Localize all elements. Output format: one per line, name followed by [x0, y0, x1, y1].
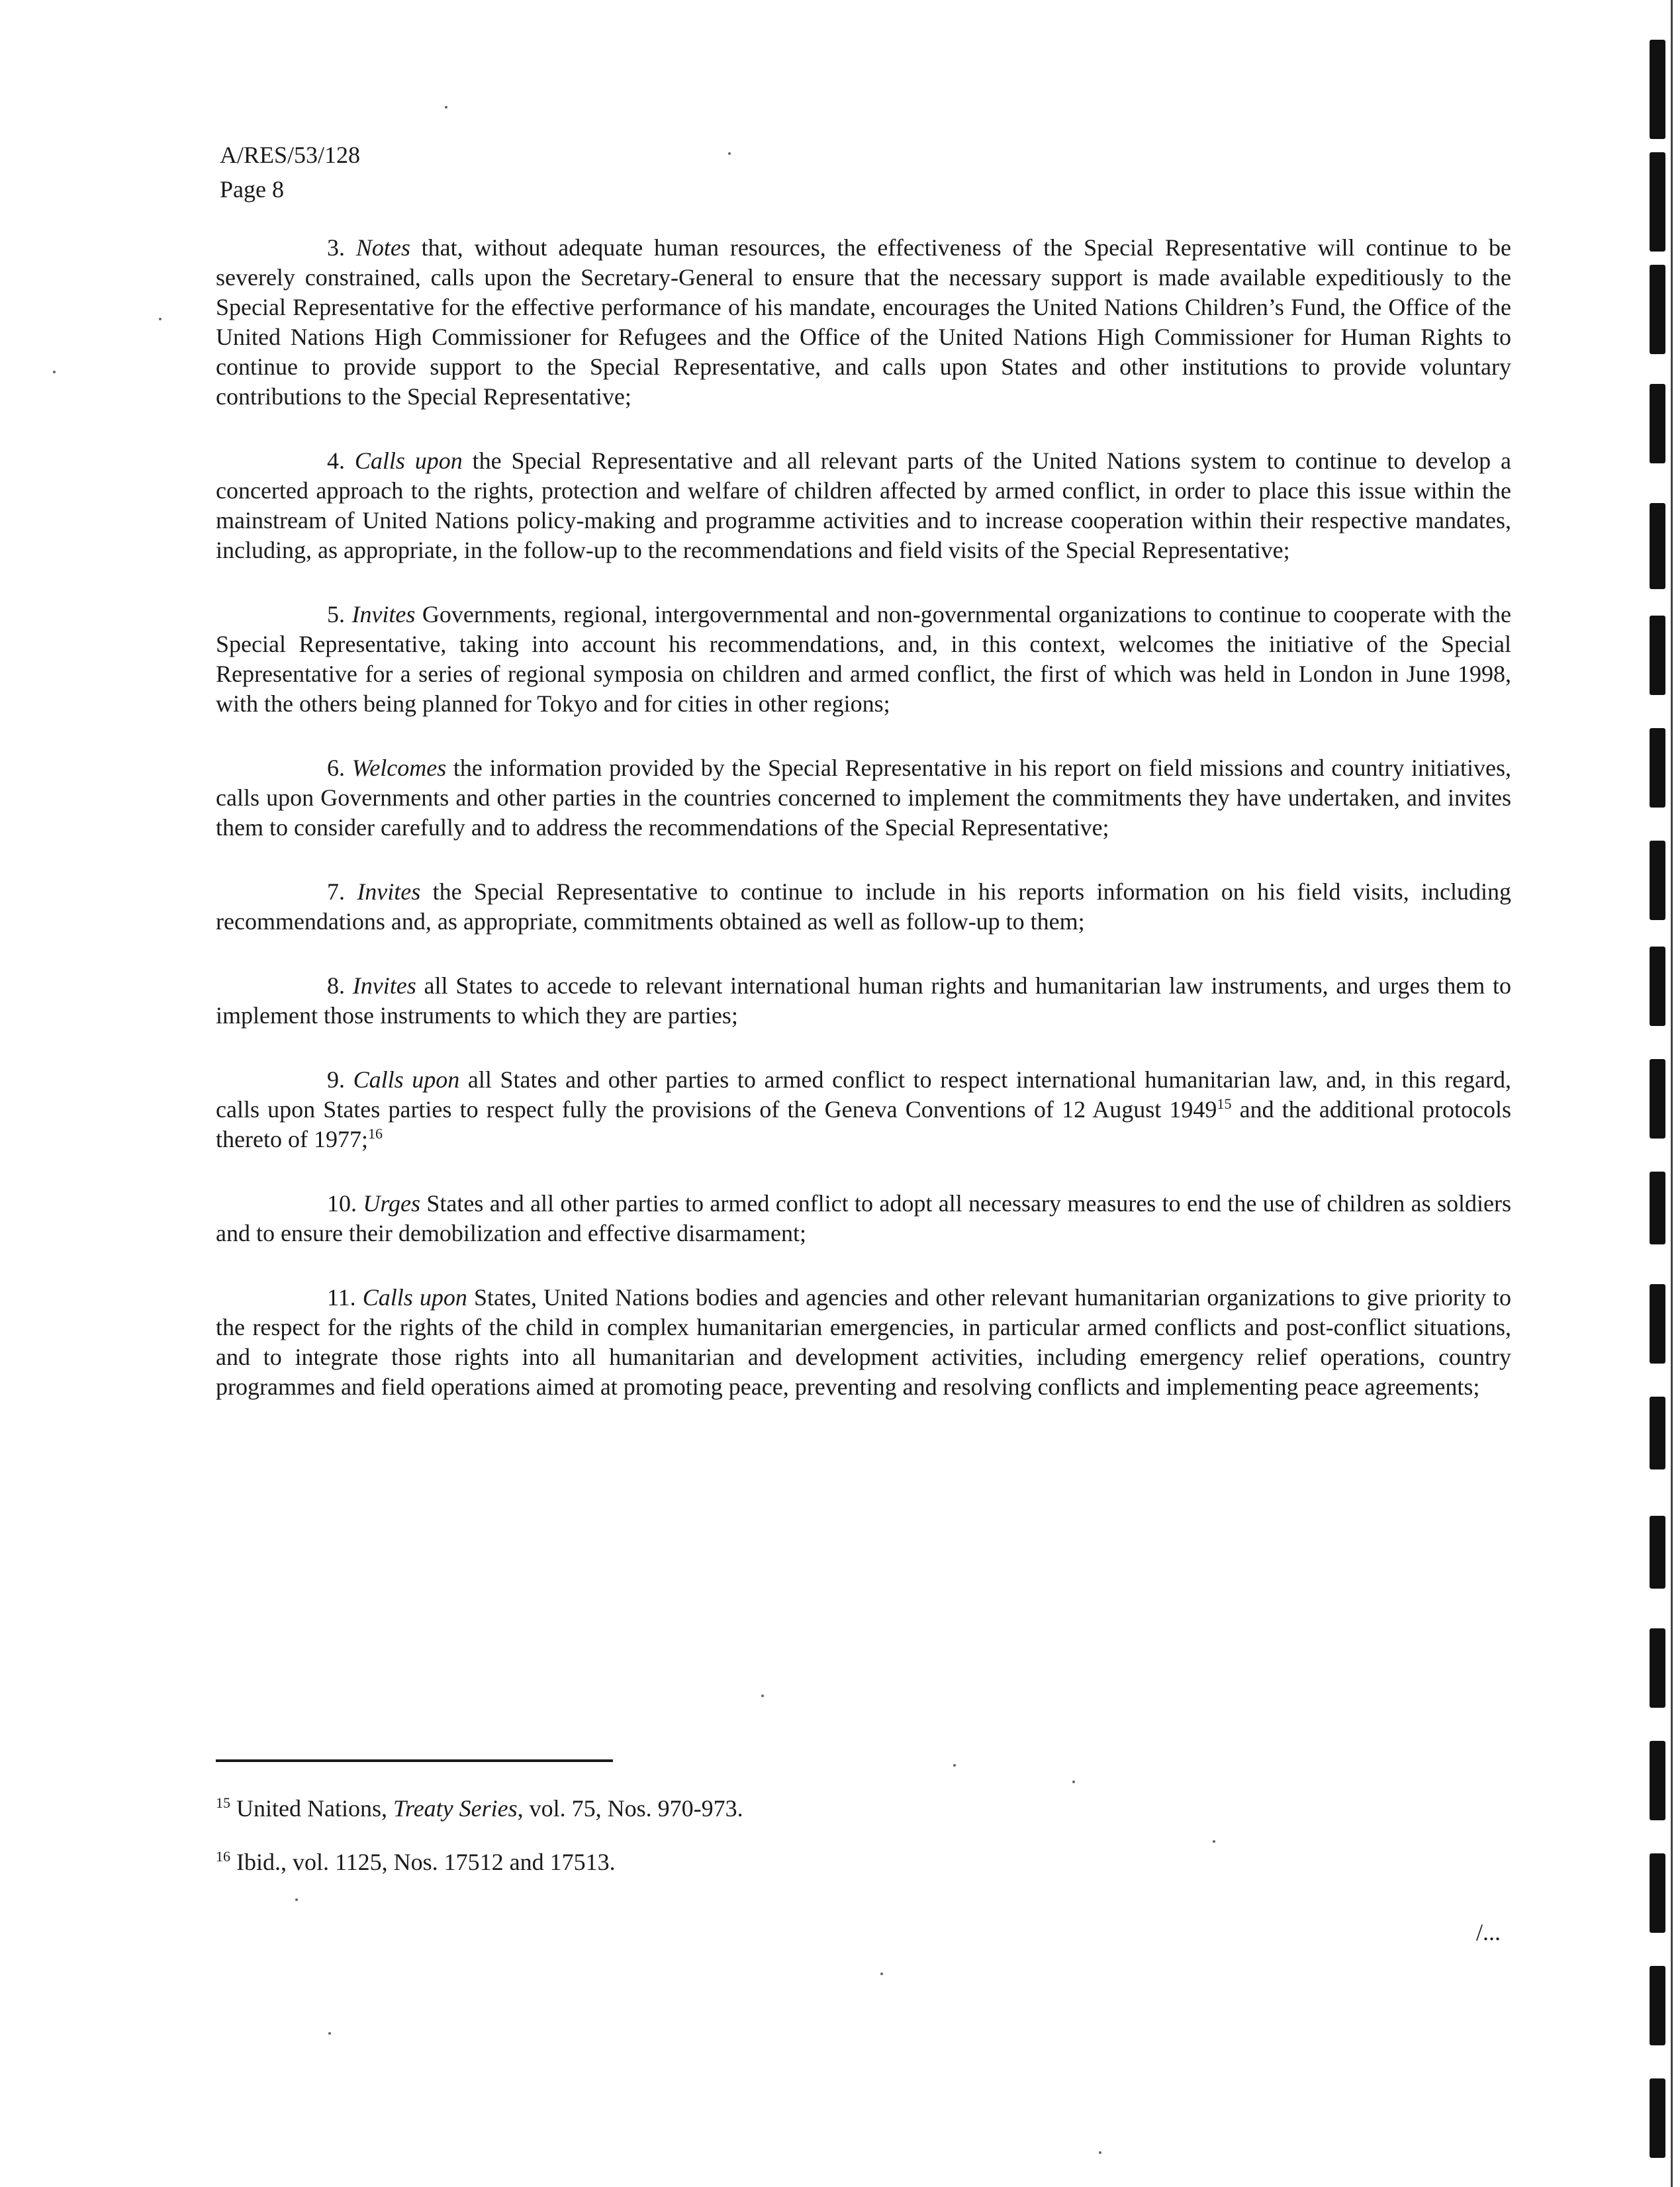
page-number: Page 8: [220, 176, 284, 203]
operative-verb: Invites: [357, 878, 421, 905]
footnote-reference-16[interactable]: 16: [367, 1125, 383, 1142]
paragraph-text: Governments, regional, intergovernmental and non-governmental organizations to continue to cooperate with the Special Representative, taking into account his recommendations, and, in this context, welcomes the initiative of the Special Representative for a series of regional symposia on children and armed conflict, the first of which was held in London in June 1998, with the others being planned for Tokyo and for cities in other regions;: [216, 601, 1511, 717]
binding-hole: [1650, 1516, 1665, 1589]
binding-hole: [1650, 1059, 1665, 1139]
paragraph-text: the Special Representative to continue to include in his reports information on his field visits, including recommendations and, as appropriate, commitments obtained as well as follow-up to them;: [216, 878, 1511, 935]
binding-hole: [1650, 1397, 1665, 1469]
binding-hole: [1650, 1853, 1665, 1933]
paragraph-text: States, United Nations bodies and agencies and other relevant humanitarian organizations to give priority to the respect for the rights of the child in complex humanitarian emergencies, in particular armed conflicts and post-conflict situations, and to integrate those rights into all humanitarian and development activities, including emergency relief operations, country programmes and field operations aimed at promoting peace, preventing and resolving conflicts and implementing peace agreements;: [216, 1284, 1512, 1400]
document-symbol: A/RES/53/128: [220, 142, 361, 168]
binding-hole: [1650, 947, 1665, 1026]
operative-paragraph-4: [216, 446, 1511, 565]
scan-speck: [880, 1973, 883, 1975]
binding-hole: [1650, 40, 1665, 139]
paragraph-number: 6.: [327, 755, 345, 781]
scan-speck: [445, 106, 447, 109]
scan-binding-edge: [1640, 0, 1680, 2187]
binding-hole: [1650, 152, 1665, 252]
paragraph-number: 11.: [327, 1284, 356, 1311]
scan-speck: [728, 152, 731, 155]
footnote-text-end: , vol. 75, Nos. 970-973.: [517, 1795, 743, 1822]
paragraph-number: 8.: [327, 972, 345, 999]
scan-speck: [1072, 1781, 1075, 1783]
binding-hole: [1650, 384, 1665, 463]
footnote-mark: 15: [216, 1794, 230, 1811]
footnote-mark: 16: [216, 1848, 230, 1865]
operative-paragraph-7: [216, 877, 1511, 937]
footnote-15: [216, 1794, 743, 1824]
binding-hole: [1650, 1628, 1665, 1708]
operative-verb: Invites: [351, 601, 416, 628]
document-header: [220, 138, 360, 207]
paragraph-number: 5.: [327, 601, 345, 628]
footnote-text: Ibid., vol. 1125, Nos. 17512 and 17513.: [230, 1849, 616, 1875]
scan-speck: [53, 371, 56, 373]
scan-speck: [1099, 2151, 1101, 2154]
operative-verb: Urges: [363, 1190, 421, 1217]
paragraph-number: 9.: [327, 1066, 345, 1093]
operative-verb: Welcomes: [351, 755, 447, 781]
operative-paragraph-10: [216, 1189, 1511, 1248]
binding-hole: [1650, 1741, 1665, 1820]
page-continuation-marker: /...: [1476, 1919, 1501, 1945]
operative-verb: Calls upon: [353, 1066, 460, 1093]
paragraph-text: the information provided by the Special Representative in his report on field missions and country initiatives, calls upon Governments and other parties in the countries concerned to implement the commitments they have undertaken, and invites them to consider carefully and to address the recommendations of the Special Representative;: [216, 755, 1512, 841]
scan-speck: [1213, 1840, 1215, 1843]
footnote-16: [216, 1847, 743, 1877]
paragraph-text: that, without adequate human resources, the effectiveness of the Special Representative will continue to be severely constrained, calls upon the Secretary-General to ensure that the necessary support is made available expeditiously to the Special Representative for the effective performance of his mandate, encourages the United Nations Children’s Fund, the Office of the United Nations High Commissioner for Refugees and the Office of the United Nations High Commissioner for Human Rights to continue to provide support to the Special Representative, and calls upon States and other institutions to provide voluntary contributions to the Special Representative;: [216, 234, 1511, 410]
footnote-reference-15[interactable]: 15: [1217, 1095, 1232, 1112]
binding-hole: [1650, 1172, 1665, 1244]
footnote-text: United Nations,: [230, 1795, 393, 1822]
operative-paragraph-9: [216, 1065, 1511, 1154]
paragraph-number: 3.: [327, 234, 345, 261]
paragraph-text: States and all other parties to armed conflict to adopt all necessary measures to end the use of children as soldiers and to ensure their demobilization and effective disarmament;: [216, 1190, 1511, 1246]
page-edge-line: [1671, 0, 1673, 2187]
scan-speck: [328, 2032, 331, 2035]
footnote-italic-title: Treaty Series: [393, 1795, 518, 1822]
paragraph-number: 10.: [327, 1190, 357, 1217]
operative-verb: Notes: [355, 234, 410, 261]
binding-hole: [1650, 616, 1665, 695]
paragraph-text: the Special Representative and all relevant parts of the United Nations system to continue to develop a concerted approach to the rights, protection and welfare of children affected by armed conflict, in order to place this issue within the mainstream of United Nations policy-making and programme activities and to increase cooperation within their respective mandates, including, as appropriate, in the follow-up to the recommendations and field visits of the Special Representative;: [216, 447, 1512, 563]
operative-verb: Calls upon: [354, 447, 463, 474]
binding-hole: [1650, 728, 1665, 808]
paragraph-text-continued: and the additional protocols thereto of 1977;: [216, 1096, 1512, 1152]
scan-speck: [761, 1695, 764, 1697]
scan-speck: [159, 318, 162, 320]
binding-hole: [1650, 841, 1665, 920]
footnote-separator: [216, 1759, 613, 1762]
binding-hole: [1650, 1284, 1665, 1364]
scan-speck: [953, 1764, 956, 1767]
scan-speck: [295, 1898, 298, 1901]
paragraph-text: all States and other parties to armed conflict to respect international humanitarian law, and, in this regard, calls upon States parties to respect fully the provisions of the Geneva Conventions of 12 August 1949: [216, 1066, 1512, 1123]
operative-paragraph-8: [216, 971, 1511, 1031]
operative-verb: Calls upon: [362, 1284, 467, 1311]
paragraph-number: 7.: [327, 878, 345, 905]
resolution-body: [216, 233, 1511, 1436]
operative-paragraph-6: [216, 753, 1511, 843]
operative-paragraph-11: [216, 1283, 1511, 1402]
footnotes: [216, 1794, 743, 1901]
binding-hole: [1650, 503, 1665, 589]
operative-verb: Invites: [352, 972, 416, 999]
binding-hole: [1650, 265, 1665, 354]
paragraph-text: all States to accede to relevant international human rights and humanitarian law instruments, and urges them to implement those instruments to which they are parties;: [216, 972, 1512, 1029]
binding-hole: [1650, 2078, 1665, 2158]
paragraph-number: 4.: [327, 447, 345, 474]
operative-paragraph-5: [216, 600, 1511, 719]
operative-paragraph-3: [216, 233, 1511, 412]
binding-hole: [1650, 1966, 1665, 2045]
